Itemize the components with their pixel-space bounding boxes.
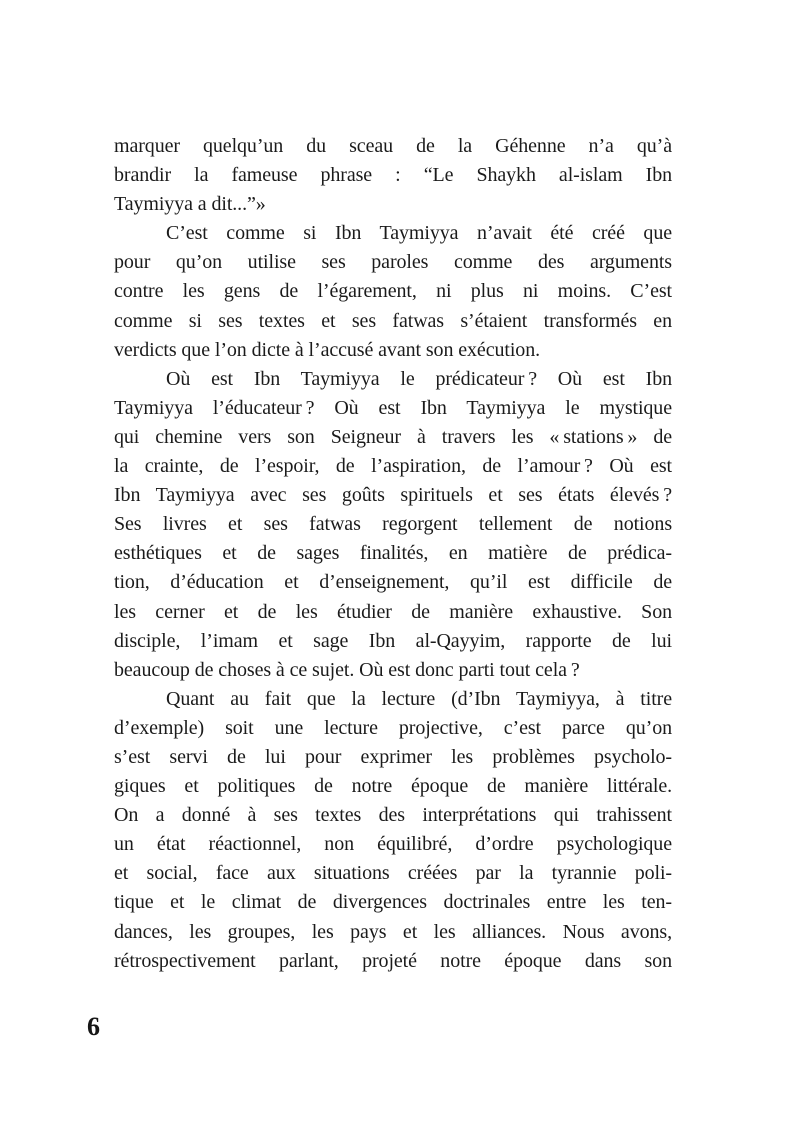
text-line: tique et le climat de divergences doctrinales entre les ten- <box>114 891 672 914</box>
text-line: un état réactionnel, non équilibré, d’ordre psychologique <box>114 833 672 856</box>
paragraph <box>114 685 672 976</box>
text-line: verdicts que l’on dicte à l’accusé avant son exécution. <box>114 338 540 361</box>
text-line: s’est servi de lui pour exprimer les problèmes psycholo- <box>114 745 672 768</box>
text-line: pour qu’on utilise ses paroles comme des arguments <box>114 251 672 274</box>
page-number: 6 <box>87 1012 100 1041</box>
text-line: qui chemine vers son Seigneur à travers les « stations » de <box>114 425 672 448</box>
text-line: la crainte, de l’espoir, de l’aspiration, de l’amour ? Où est <box>114 455 672 478</box>
text-line: d’exemple) soit une lecture projective, c’est parce qu’on <box>114 716 672 739</box>
text-line: dances, les groupes, les pays et les alliances. Nous avons, <box>114 920 672 943</box>
paragraph <box>114 365 672 685</box>
text-line: C’est comme si Ibn Taymiyya n’avait été créé que <box>166 222 672 245</box>
paragraph <box>114 132 672 219</box>
text-line: Ibn Taymiyya avec ses goûts spirituels et ses états élevés ? <box>114 484 672 507</box>
text-line: giques et politiques de notre époque de manière littérale. <box>114 775 672 798</box>
text-line: brandir la fameuse phrase : “Le Shaykh al-islam Ibn <box>114 164 672 187</box>
text-line: Où est Ibn Taymiyya le prédicateur ? Où est Ibn <box>166 367 672 390</box>
text-line: beaucoup de choses à ce sujet. Où est donc parti tout cela ? <box>114 658 580 681</box>
text-line: rétrospectivement parlant, projeté notre époque dans son <box>114 949 672 972</box>
text-line: comme si ses textes et ses fatwas s’étaient transformés en <box>114 309 672 332</box>
text-line: marquer quelqu’un du sceau de la Géhenne n’a qu’à <box>114 135 672 157</box>
text-line: tion, d’éducation et d’enseignement, qu’il est difficile de <box>114 571 672 594</box>
text-line: et social, face aux situations créées par la tyrannie poli- <box>114 862 672 885</box>
text-line: Taymiyya l’éducateur ? Où est Ibn Taymiyya le mystique <box>114 396 672 419</box>
paragraph <box>114 219 672 364</box>
text-line: disciple, l’imam et sage Ibn al-Qayyim, rapporte de lui <box>114 629 672 652</box>
text-line: Taymiyya a dit...”» <box>114 193 266 216</box>
text-line: Quant au fait que la lecture (d’Ibn Taymiyya, à titre <box>166 687 672 710</box>
text-line: les cerner et de les étudier de manière exhaustive. Son <box>114 600 672 623</box>
text-line: On a donné à ses textes des interprétations qui trahissent <box>114 804 672 827</box>
text-block <box>114 132 672 976</box>
text-line: Ses livres et ses fatwas regorgent tellement de notions <box>114 513 672 536</box>
text-line: esthétiques et de sages finalités, en matière de prédica- <box>114 542 672 565</box>
text-line: contre les gens de l’égarement, ni plus ni moins. C’est <box>114 280 672 303</box>
